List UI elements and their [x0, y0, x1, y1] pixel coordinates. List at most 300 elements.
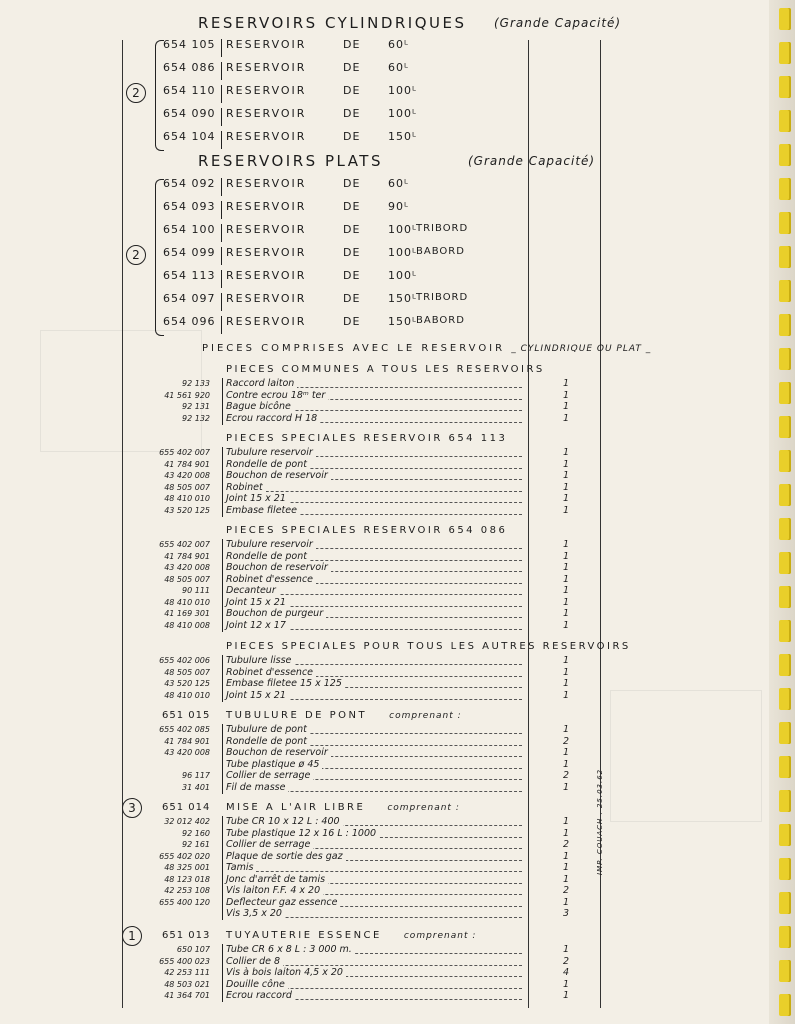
part-code: 654 090 [163, 107, 216, 120]
part-de: DE [343, 177, 361, 190]
heading-italic: comprenant : [387, 803, 460, 813]
quantity: 1 [562, 816, 570, 827]
part-code: 654 104 [163, 130, 216, 143]
row-separator [221, 39, 222, 57]
quantity: 3 [562, 908, 570, 919]
parts-row [0, 874, 600, 886]
row-separator [221, 62, 222, 80]
part-name: Joint 15 x 21 [226, 690, 289, 702]
parts-row [0, 979, 600, 991]
parts-row [0, 839, 600, 851]
quantity: 2 [562, 955, 570, 967]
quantity: 1 [562, 619, 570, 631]
part-name: Bouchon de reservoir [226, 747, 331, 759]
parts-row [0, 678, 600, 690]
part-de: DE [343, 107, 361, 120]
quantity: 1 [562, 896, 570, 908]
parts-row [0, 770, 600, 782]
quantity: 1 [562, 493, 570, 504]
quantity: 1 [562, 458, 570, 470]
part-ref: 92 131 [182, 402, 210, 411]
parts-row [0, 551, 600, 563]
row-separator [222, 597, 223, 609]
quantity: 1 [562, 781, 570, 793]
part-name: Decanteur [226, 585, 279, 597]
part-name: Douille cône [226, 979, 288, 991]
section-paren: (Grande Capacité) [468, 154, 596, 168]
binder-ring [779, 416, 791, 438]
quantity: 1 [562, 389, 570, 401]
part-ref: 655 402 006 [159, 656, 210, 665]
part-ref: 42 253 111 [164, 968, 210, 977]
part-code: 654 110 [163, 84, 216, 97]
parts-row [0, 482, 600, 494]
part-name: Robinet d'essence [226, 574, 316, 586]
part-name: Ecrou raccord [226, 990, 295, 1002]
part-de: DE [343, 38, 361, 51]
part-ref: 655 400 120 [159, 897, 210, 907]
capacity: 60ᴸ [388, 38, 409, 51]
quantity: 1 [562, 550, 570, 562]
parts-row [0, 470, 600, 482]
capacity: 100ᴸ [388, 246, 417, 259]
part-ref: 48 505 007 [164, 574, 210, 584]
row-separator [222, 770, 223, 782]
part-name: Tube plastique ø 45 [226, 759, 322, 771]
parts-row [0, 574, 600, 586]
parts-row [0, 885, 600, 897]
binder-ring [779, 76, 791, 98]
part-name: Rondelle de pont [226, 736, 310, 748]
quantity: 1 [562, 827, 570, 839]
row-separator [222, 897, 223, 909]
part-name: Embase filetee 15 x 125 [226, 678, 345, 690]
part-ref: 43 520 125 [164, 679, 210, 688]
part-description: RESERVOIR [226, 61, 307, 74]
quantity: 1 [562, 378, 570, 389]
part-ref: 48 123 018 [164, 874, 210, 884]
row-separator [222, 690, 223, 702]
row-separator [222, 944, 223, 956]
part-name: Raccord laiton [226, 378, 297, 390]
parts-row [0, 908, 600, 920]
side-label: BABORD [416, 315, 465, 326]
quantity: 1 [562, 873, 570, 885]
binder-ring [779, 858, 791, 880]
row-separator [222, 655, 223, 667]
part-description: RESERVOIR [226, 292, 307, 305]
part-ref: 43 420 008 [164, 748, 210, 757]
quantity: 1 [562, 666, 570, 678]
printer-stamp: IMP. COUACH . 25.03.62 [596, 768, 604, 875]
row-separator [222, 956, 223, 968]
part-ref: 92 133 [182, 379, 210, 388]
part-ref: 41 784 901 [164, 736, 210, 746]
part-name: Robinet [226, 482, 266, 494]
part-ref: 41 784 901 [164, 551, 210, 561]
quantity: 1 [562, 470, 570, 481]
row-separator [222, 990, 223, 1002]
part-name: Vis laiton F.F. 4 x 20 [226, 885, 323, 897]
row-separator [222, 724, 223, 736]
part-name: Joint 15 x 21 [226, 597, 289, 609]
part-ref: 655 400 023 [159, 956, 210, 966]
parts-row [0, 782, 600, 794]
binder-ring [779, 688, 791, 710]
section-title: RESERVOIRS PLATS [198, 152, 383, 170]
section-heading: TUBULURE DE PONT comprenant : [226, 710, 462, 721]
part-code: 654 093 [163, 200, 216, 213]
quantity: 1 [562, 481, 570, 493]
parts-row [0, 897, 600, 909]
section-code: 651 015 [162, 710, 211, 721]
binder-ring [779, 246, 791, 268]
callout-marker: 1 [122, 926, 142, 946]
row-separator [222, 562, 223, 574]
part-ref: 41 561 920 [164, 390, 210, 400]
binder-ring [779, 382, 791, 404]
row-separator [222, 505, 223, 517]
part-description: RESERVOIR [226, 246, 307, 259]
part-name: Collier de serrage [226, 839, 313, 851]
part-name: Bouchon de reservoir [226, 562, 331, 574]
part-ref: 43 420 008 [164, 471, 210, 480]
row-separator [222, 967, 223, 979]
part-code: 654 100 [163, 223, 216, 236]
parts-row [0, 620, 600, 632]
binder-ring [779, 8, 791, 30]
part-name: Tubulure reservoir [226, 447, 316, 459]
pieces-title: PIECES COMPRISES AVEC LE RESERVOIR _ CYLINDRIQUE OU PLAT _ [202, 343, 652, 354]
binder-ring [779, 42, 791, 64]
binder-ring [779, 892, 791, 914]
part-description: RESERVOIR [226, 107, 307, 120]
part-de: DE [343, 269, 361, 282]
row-separator [222, 851, 223, 863]
binder-ring [779, 178, 791, 200]
part-ref: 48 410 010 [164, 597, 210, 607]
parts-row [0, 990, 600, 1002]
section-heading: PIECES SPECIALES RESERVOIR 654 086 [226, 525, 508, 536]
part-name: Tubulure lisse [226, 655, 294, 667]
part-ref: 32 012 402 [164, 817, 210, 826]
parts-row [0, 690, 600, 702]
row-separator [221, 270, 222, 288]
heading-italic: comprenant : [389, 711, 462, 721]
leader-dots [226, 491, 522, 492]
row-separator [222, 885, 223, 897]
part-ref: 96 117 [182, 771, 210, 780]
quantity: 1 [562, 862, 570, 873]
parts-row [0, 851, 600, 863]
row-separator [222, 470, 223, 482]
section-code: 651 014 [162, 802, 211, 813]
part-code: 654 097 [163, 292, 216, 305]
binder-ring [779, 756, 791, 778]
part-ref: 48 503 021 [164, 979, 210, 989]
row-separator [222, 608, 223, 620]
quantity: 2 [562, 839, 570, 850]
row-separator [222, 574, 223, 586]
capacity: 60ᴸ [388, 61, 409, 74]
part-ref: 43 520 125 [164, 505, 210, 515]
part-name: Collier de serrage [226, 770, 313, 782]
part-ref: 655 402 020 [159, 851, 210, 861]
part-name: Vis 3,5 x 20 [226, 908, 285, 920]
binder-ring [779, 484, 791, 506]
part-ref: 42 253 108 [164, 886, 210, 895]
quantity: 1 [562, 412, 570, 424]
capacity: 150ᴸ [388, 292, 417, 305]
quantity: 1 [562, 562, 570, 573]
quantity: 1 [562, 596, 570, 608]
part-ref: 31 401 [182, 782, 210, 792]
row-separator [222, 413, 223, 425]
section-code: 651 013 [162, 930, 211, 941]
part-ref: 655 402 085 [159, 725, 210, 734]
row-separator [222, 551, 223, 563]
part-name: Joint 15 x 21 [226, 493, 289, 505]
row-separator [222, 979, 223, 991]
part-de: DE [343, 315, 361, 328]
binder-ring [779, 926, 791, 948]
quantity: 2 [562, 770, 570, 781]
capacity: 90ᴸ [388, 200, 409, 213]
part-code: 654 105 [163, 38, 216, 51]
quantity: 2 [562, 885, 570, 896]
parts-row [0, 597, 600, 609]
row-separator [222, 390, 223, 402]
callout-marker: 2 [126, 83, 146, 103]
part-name: Robinet d'essence [226, 667, 316, 679]
part-name: Bouchon de purgeur [226, 608, 326, 620]
part-description: RESERVOIR [226, 200, 307, 213]
quantity: 1 [562, 978, 570, 990]
parts-row [0, 390, 600, 402]
row-separator [221, 293, 222, 311]
part-ref: 41 169 301 [164, 609, 210, 618]
binder-ring [779, 722, 791, 744]
binder-ring [779, 586, 791, 608]
parts-row [0, 816, 600, 828]
part-name: Tubulure reservoir [226, 539, 316, 551]
quantity: 2 [562, 735, 570, 747]
part-name: Deflecteur gaz essence [226, 897, 340, 909]
part-code: 654 096 [163, 315, 216, 328]
part-description: RESERVOIR [226, 223, 307, 236]
part-ref: 41 364 701 [164, 991, 210, 1000]
side-label: TRIBORD [416, 292, 469, 303]
binder-ring [779, 960, 791, 982]
section-heading: PIECES SPECIALES POUR TOUS LES AUTRES RESERVOIRS [226, 641, 631, 652]
part-de: DE [343, 292, 361, 305]
parts-row [0, 944, 600, 956]
quantity: 1 [562, 850, 570, 862]
part-description: RESERVOIR [226, 38, 307, 51]
part-name: Tube CR 10 x 12 L : 400 [226, 816, 343, 828]
part-ref: 90 111 [182, 586, 210, 595]
quantity: 1 [562, 585, 570, 596]
part-ref: 43 420 008 [164, 563, 210, 572]
row-separator [222, 782, 223, 794]
row-separator [222, 747, 223, 759]
row-separator [222, 874, 223, 886]
row-separator [221, 247, 222, 265]
parts-row [0, 562, 600, 574]
row-separator [222, 493, 223, 505]
binding-spine [769, 0, 795, 1024]
binder-ring [779, 110, 791, 132]
quantity: 1 [562, 573, 570, 585]
part-ref: 48 505 007 [164, 482, 210, 492]
part-code: 654 113 [163, 269, 216, 282]
parts-row [0, 956, 600, 968]
row-separator [222, 816, 223, 828]
capacity: 100ᴸ [388, 84, 417, 97]
quantity: 4 [562, 967, 570, 978]
part-description: RESERVOIR [226, 130, 307, 143]
part-de: DE [343, 200, 361, 213]
show-through-ghost [610, 690, 762, 822]
parts-row [0, 862, 600, 874]
quantity: 1 [562, 724, 570, 735]
quantity: 1 [562, 504, 570, 516]
binder-ring [779, 824, 791, 846]
part-de: DE [343, 84, 361, 97]
binder-ring [779, 450, 791, 472]
parts-row [0, 736, 600, 748]
row-separator [221, 131, 222, 149]
part-ref: 48 505 007 [164, 667, 210, 677]
row-separator [222, 667, 223, 679]
part-description: RESERVOIR [226, 84, 307, 97]
part-ref: 655 402 007 [159, 540, 210, 549]
binder-ring [779, 212, 791, 234]
row-separator [221, 224, 222, 242]
capacity: 60ᴸ [388, 177, 409, 190]
row-separator [222, 539, 223, 551]
capacity: 100ᴸ [388, 223, 417, 236]
binder-ring [779, 552, 791, 574]
side-label: TRIBORD [416, 223, 469, 234]
part-de: DE [343, 61, 361, 74]
part-de: DE [343, 246, 361, 259]
pieces-title-italic: _ CYLINDRIQUE OU PLAT _ [511, 344, 652, 354]
part-code: 654 092 [163, 177, 216, 190]
section-heading: TUYAUTERIE ESSENCE comprenant : [226, 930, 477, 941]
side-label: BABORD [416, 246, 465, 257]
parts-row [0, 724, 600, 736]
row-separator [222, 862, 223, 874]
binder-ring [779, 620, 791, 642]
part-name: Tubulure de pont [226, 724, 310, 736]
row-separator [222, 908, 223, 920]
parts-row [0, 967, 600, 979]
part-ref: 48 325 001 [164, 863, 210, 872]
binder-ring [779, 280, 791, 302]
quantity: 1 [562, 539, 570, 550]
section-heading: MISE A L'AIR LIBRE comprenant : [226, 802, 460, 813]
quantity: 1 [562, 990, 570, 1001]
binder-ring [779, 518, 791, 540]
parts-row [0, 667, 600, 679]
section-paren: (Grande Capacité) [494, 16, 622, 30]
parts-row [0, 828, 600, 840]
parts-row [0, 447, 600, 459]
part-ref: 655 402 007 [159, 448, 210, 457]
part-name: Tube CR 6 x 8 L : 3 000 m. [226, 944, 355, 956]
row-separator [222, 839, 223, 851]
parts-row [0, 585, 600, 597]
quantity: 1 [562, 401, 570, 412]
capacity: 100ᴸ [388, 107, 417, 120]
part-name: Fil de masse [226, 782, 288, 794]
binder-ring [779, 314, 791, 336]
part-de: DE [343, 130, 361, 143]
binder-ring [779, 790, 791, 812]
binder-ring [779, 654, 791, 676]
part-name: Tube plastique 12 x 16 L : 1000 [226, 828, 379, 840]
part-ref: 41 784 901 [164, 459, 210, 469]
part-name: Plaque de sortie des gaz [226, 851, 346, 863]
section-heading: PIECES COMMUNES A TOUS LES RESERVOIRS [226, 364, 545, 375]
callout-marker: 3 [122, 798, 142, 818]
parts-row [0, 493, 600, 505]
row-separator [222, 736, 223, 748]
binder-ring [779, 144, 791, 166]
section-title: RESERVOIRS CYLINDRIQUES [198, 14, 467, 32]
row-separator [222, 459, 223, 471]
row-separator [221, 178, 222, 196]
quantity: 1 [562, 655, 570, 666]
part-code: 654 099 [163, 246, 216, 259]
part-ref: 92 132 [182, 413, 210, 423]
row-separator [222, 447, 223, 459]
part-name: Bouchon de reservoir [226, 470, 331, 482]
callout-marker: 2 [126, 245, 146, 265]
row-separator [222, 620, 223, 632]
row-separator [221, 108, 222, 126]
part-description: RESERVOIR [226, 315, 307, 328]
part-name: Embase filetee [226, 505, 300, 517]
part-name: Collier de 8 [226, 956, 283, 968]
part-ref: 48 410 010 [164, 494, 210, 503]
parts-row [0, 539, 600, 551]
row-separator [222, 759, 223, 771]
part-name: Tamis [226, 862, 256, 874]
part-name: Rondelle de pont [226, 459, 310, 471]
parts-row [0, 608, 600, 620]
quantity: 1 [562, 747, 570, 758]
quantity: 1 [562, 678, 570, 689]
binder-ring [779, 994, 791, 1016]
row-separator [222, 678, 223, 690]
part-ref: 92 160 [182, 828, 210, 838]
part-ref: 48 410 010 [164, 690, 210, 700]
capacity: 150ᴸ [388, 130, 417, 143]
part-name: Rondelle de pont [226, 551, 310, 563]
part-name: Vis à bois laiton 4,5 x 20 [226, 967, 346, 979]
capacity: 100ᴸ [388, 269, 417, 282]
part-name: Ecrou raccord H 18 [226, 413, 320, 425]
row-separator [222, 378, 223, 390]
part-ref: 650 107 [176, 945, 210, 954]
quantity: 1 [562, 758, 570, 770]
row-separator [222, 828, 223, 840]
parts-row [0, 459, 600, 471]
part-ref: 48 410 008 [164, 620, 210, 630]
capacity: 150ᴸ [388, 315, 417, 328]
